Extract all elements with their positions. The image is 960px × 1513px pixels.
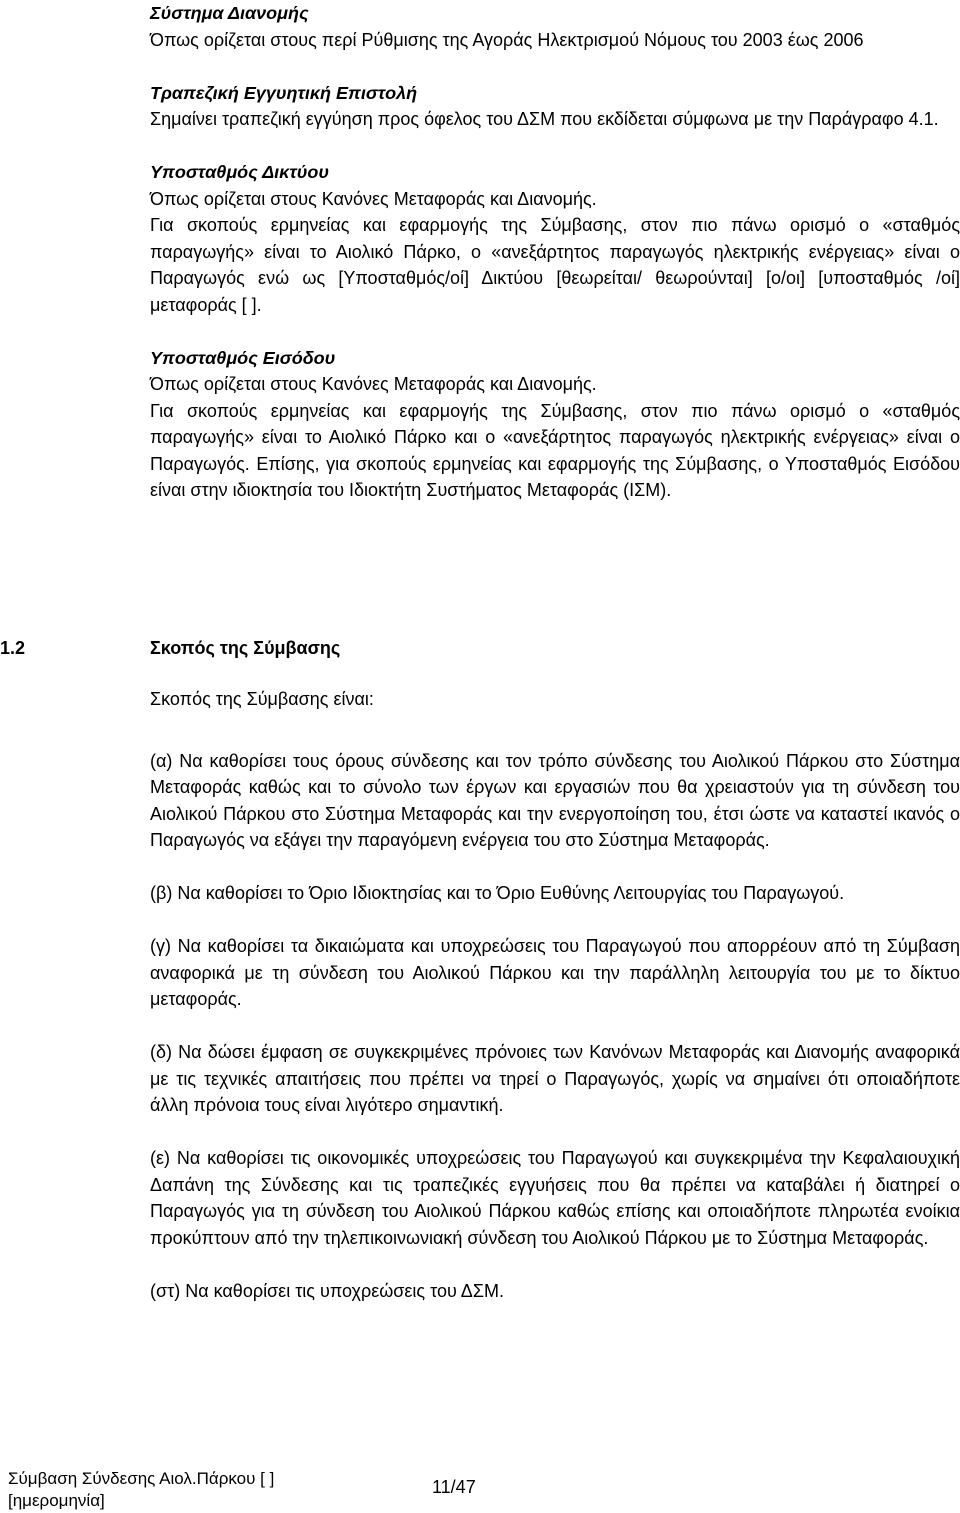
footer-document-title: Σύμβαση Σύνδεσης Αιολ.Πάρκου [ ] xyxy=(8,1469,275,1488)
list-item: (γ) Να καθορίσει τα δικαιώματα και υποχρεώσεις του Παραγωγού που απορρέουν από τη Σύμβαση αναφορικά με τη σύνδεση του Αιολικού Πάρκου και την παράλληλη λειτουργία του με το δίκτυο μεταφοράς. xyxy=(150,936,960,1009)
section-title: Σκοπός της Σύμβασης xyxy=(150,638,341,658)
footer-date: [ημερομηνία] xyxy=(8,1491,105,1510)
list-item: (α) Να καθορίσει τους όρους σύνδεσης και τον τρόπο σύνδεσης του Αιολικού Πάρκου στο Σύστημα Μεταφοράς καθώς και το σύνολο των έργων και εργασιών που θα χρειαστούν για τη σύνδεση του Αιολικού Πάρκου στο Σύστημα Μεταφοράς και την ενεργοποίηση του, έτσι ώστε να καταστεί ικανός ο Παραγωγός να εξάγει την παραγόμενη ενέργεια του στο Σύστημα Μεταφοράς. xyxy=(150,750,960,850)
definition-title: Υποσταθμός Δικτύου xyxy=(150,162,329,182)
definitions-block xyxy=(150,0,960,530)
definition-extra: Για σκοπούς ερμηνείας και εφαρμογής της Σύμβασης, στον πιο πάνω ορισμό ο «σταθμός παραγωγής» είναι το Αιολικό Πάρκο, ο «ανεξάρτητος παραγωγός ηλεκτρικής ενέργειας» είναι ο Παραγωγός ενώ ως [Υποσταθμός/οί] Δικτύου [θεωρείται/ θεωρούνται] [ο/οι] [υποσταθμός /οί] μεταφοράς [ ]. xyxy=(150,215,960,315)
page-number: 11/47 xyxy=(432,1477,476,1497)
definition-body: Σημαίνει τραπεζική εγγύηση προς όφελος του ΔΣΜ που εκδίδεται σύμφωνα με την Παράγραφο 4.1. xyxy=(150,109,939,129)
list-item: (β) Να καθορίσει το Όριο Ιδιοκτησίας και το Όριο Ευθύνης Λειτουργίας του Παραγωγού. xyxy=(150,883,845,903)
definition-extra: Για σκοπούς ερμηνείας και εφαρμογής της Σύμβασης, στον πιο πάνω ορισμό ο «σταθμός παραγωγής» είναι το Αιολικό Πάρκο και ο «ανεξάρτητος παραγωγός ηλεκτρικής ενέργειας» είναι ο Παραγωγός. Επίσης, για σκοπούς ερμηνείας και εφαρμογής της Σύμβασης, ο Υποσταθμός Εισόδου είναι στην ιδιοκτησία του Ιδιοκτήτη Συστήματος Μεταφοράς (ΙΣΜ). xyxy=(150,400,960,500)
definition-distribution-system xyxy=(150,0,960,53)
section-content xyxy=(150,686,960,1331)
definition-entry-substation xyxy=(150,345,960,504)
list-item: (στ) Να καθορίσει τις υποχρεώσεις του ΔΣΜ. xyxy=(150,1280,504,1301)
definition-body: Όπως ορίζεται στους Κανόνες Μεταφοράς και Διανομής. xyxy=(150,374,597,394)
definition-body: Όπως ορίζεται στους περί Ρύθμισης της Αγοράς Ηλεκτρισμού Νόμους του 2003 έως 2006 xyxy=(150,29,864,50)
list-item: (ε) Να καθορίσει τις οικονομικές υποχρεώσεις του Παραγωγού και συγκεκριμένα την Κεφαλαιουχική Δαπάνη της Σύνδεσης και τις τραπεζικές εγγυήσεις που θα πρέπει να καταβάλει ή διατηρεί ο Παραγωγός για τη σύνδεση του Αιολικού Πάρκου καθώς επίσης και οποιαδήποτε πληρωτέα ενοίκια προκύπτουν από την τηλεπικοινωνιακή σύνδεση του Αιολικού Πάρκου με το Σύστημα Μεταφοράς. xyxy=(150,1148,960,1248)
definition-title: Υποσταθμός Εισόδου xyxy=(150,347,336,368)
definition-bank-guarantee xyxy=(150,80,960,133)
definition-title: Τραπεζική Εγγυητική Επιστολή xyxy=(150,82,418,103)
section-intro: Σκοπός της Σύμβασης είναι: xyxy=(150,689,374,709)
definition-network-substation xyxy=(150,159,960,318)
definition-body: Όπως ορίζεται στους Κανόνες Μεταφοράς και Διανομής. xyxy=(150,188,597,209)
list-item: (δ) Να δώσει έμφαση σε συγκεκριμένες πρόνοιες των Κανόνων Μεταφοράς και Διανομής αναφορικά με τις τεχνικές απαιτήσεις που πρέπει να τηρεί ο Παραγωγός, χωρίς να σημαίνει ότι οποιαδήποτε άλλη πρόνοια τους είναι λιγότερο σημαντική. xyxy=(150,1042,960,1115)
definition-title: Σύστημα Διανομής xyxy=(150,3,309,23)
section-number: 1.2 xyxy=(0,638,26,658)
